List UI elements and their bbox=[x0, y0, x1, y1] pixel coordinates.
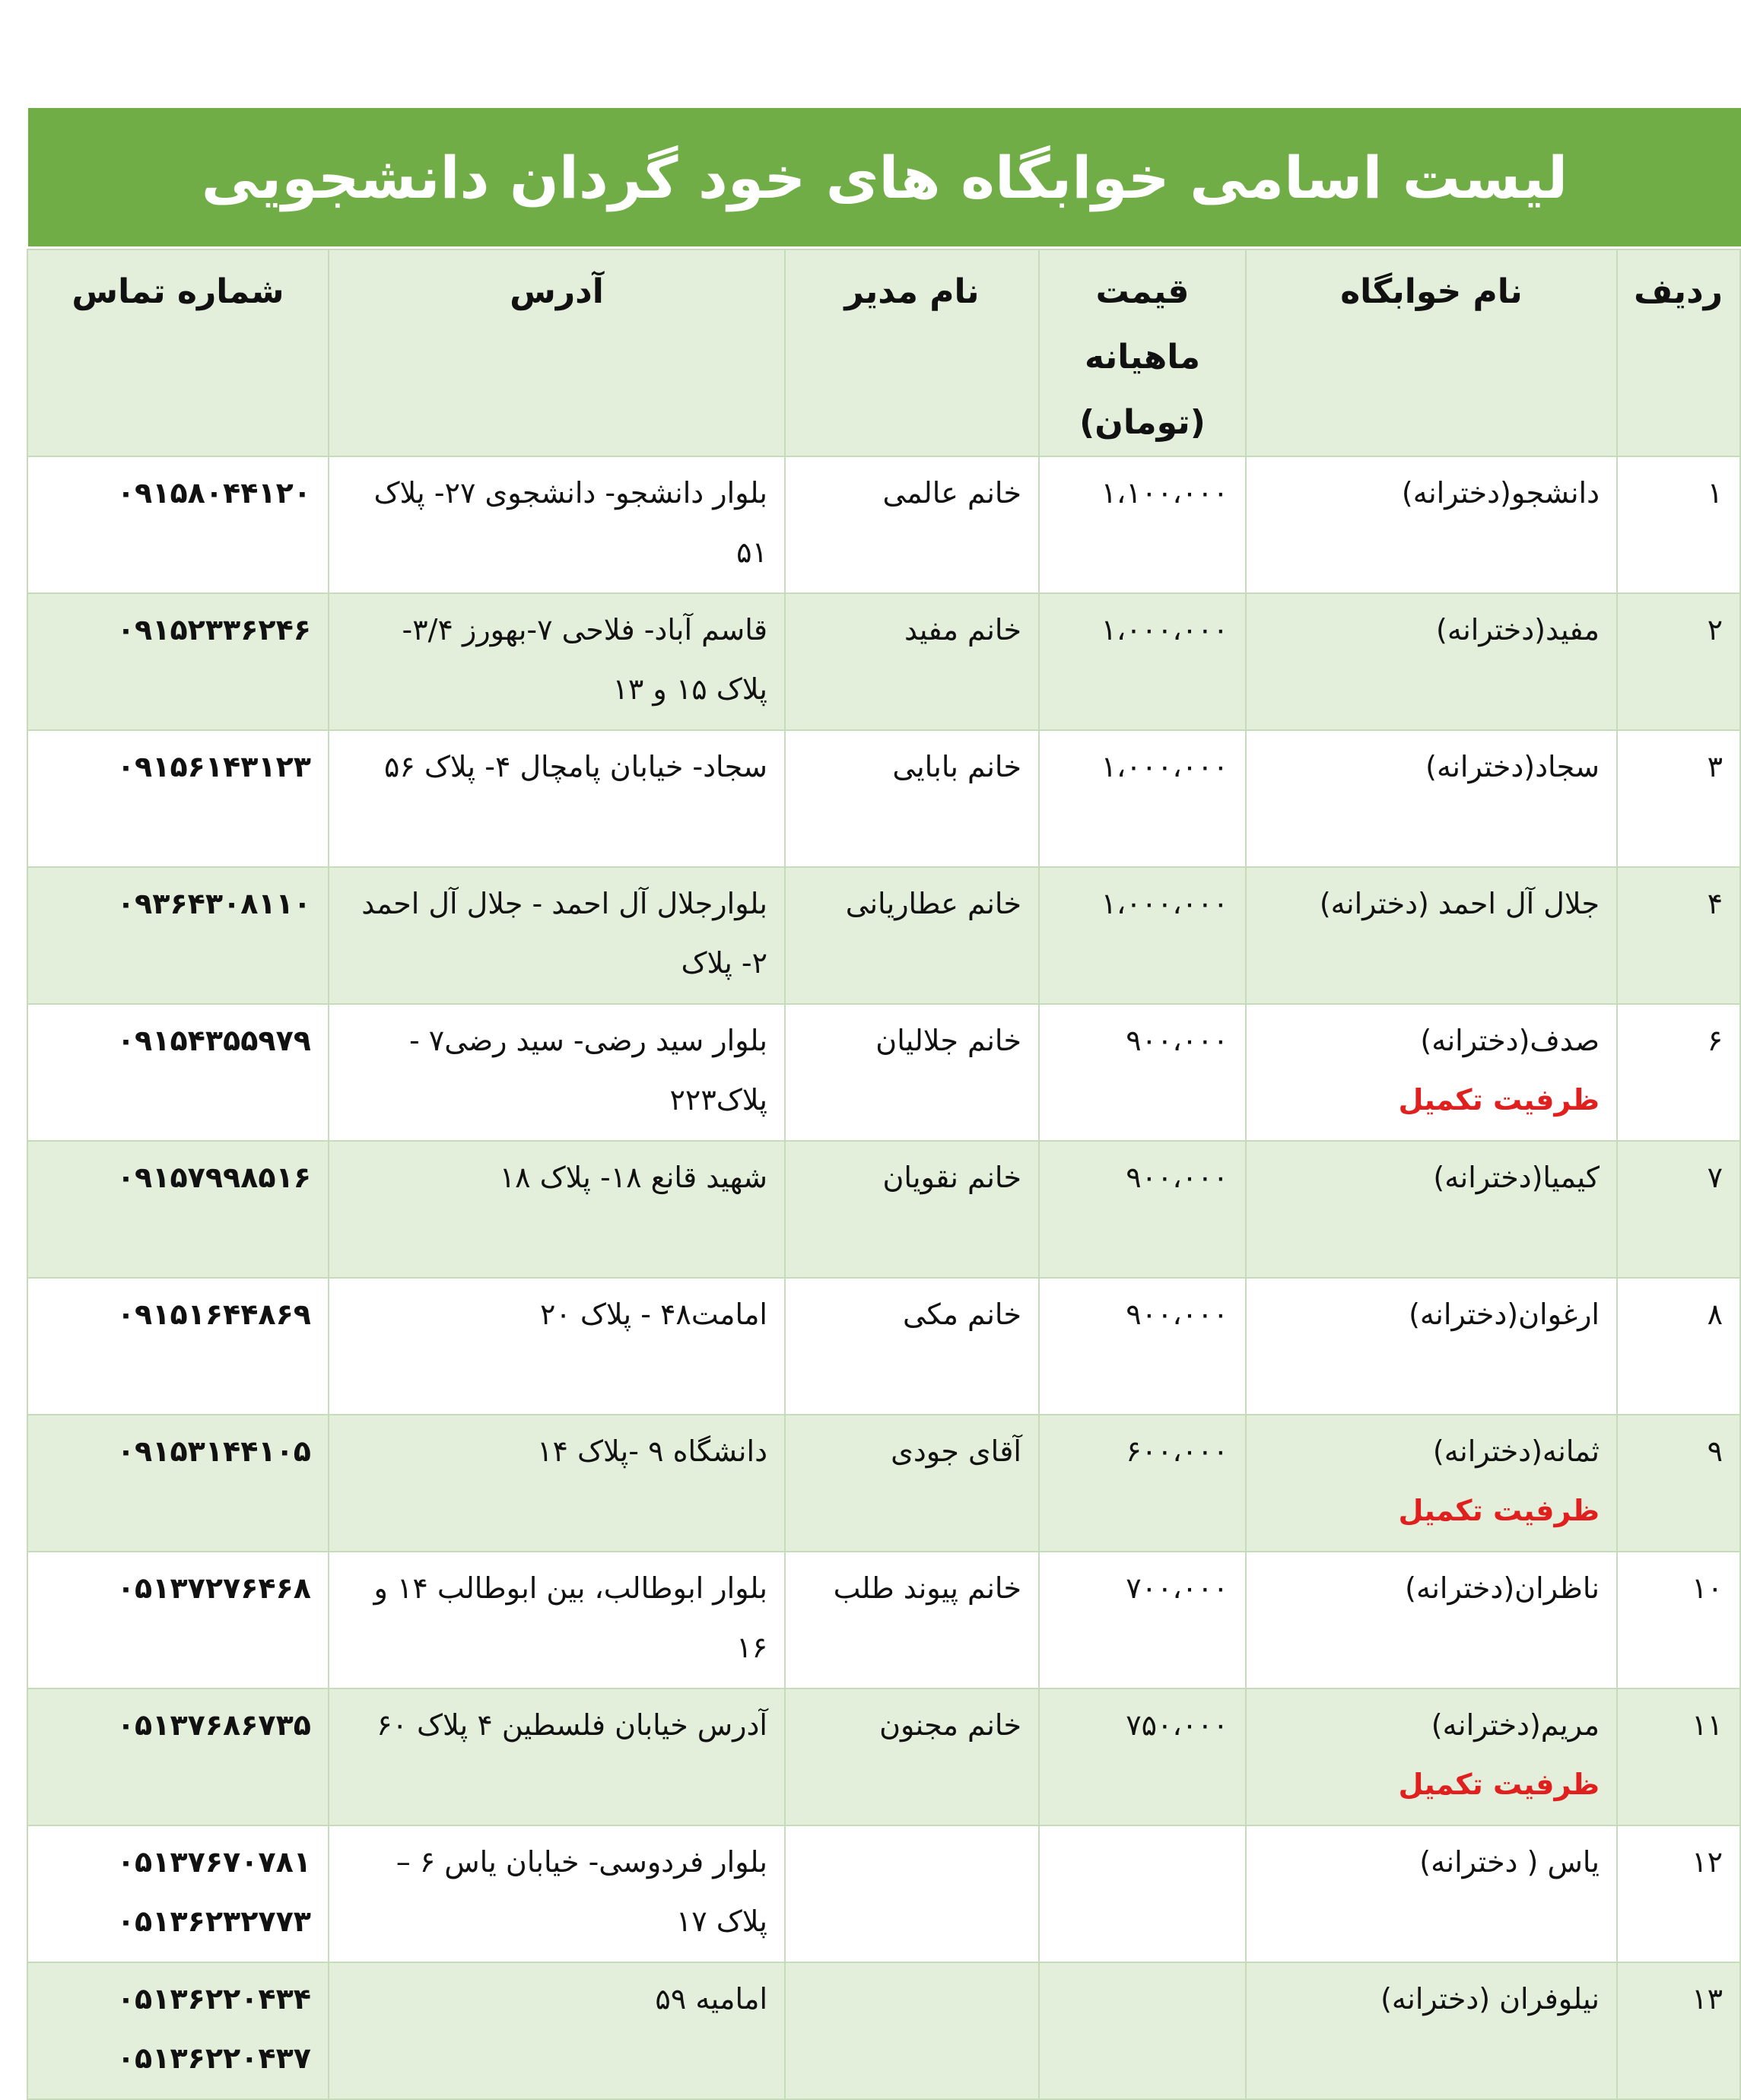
cell-phone: ۰۹۱۵۲۳۳۶۲۴۶ bbox=[27, 593, 329, 730]
cell-price: ۱،۰۰۰،۰۰۰ bbox=[1039, 593, 1246, 730]
dorm-name: جلال آل احمد (دخترانه) bbox=[1319, 887, 1600, 920]
cell-manager: خانم عطاریانی bbox=[785, 867, 1039, 1004]
cell-index: ۷ bbox=[1617, 1141, 1740, 1278]
dormitory-table bbox=[27, 249, 1741, 2100]
table-row bbox=[27, 1141, 1740, 1278]
table-row bbox=[27, 1552, 1740, 1689]
cell-address: دانشگاه ۹ -پلاک ۱۴ bbox=[329, 1415, 785, 1552]
cell-price: ۶۰۰،۰۰۰ bbox=[1039, 1415, 1246, 1552]
capacity-full-note: ظرفیت تکمیل bbox=[1398, 1083, 1600, 1117]
cell-index: ۸ bbox=[1617, 1278, 1740, 1415]
table-row bbox=[27, 593, 1740, 730]
capacity-full-note: ظرفیت تکمیل bbox=[1398, 1768, 1600, 1801]
cell-manager: خانم پیوند طلب bbox=[785, 1552, 1039, 1689]
cell-name bbox=[1246, 1004, 1617, 1141]
cell-phone: ۰۹۱۵۷۹۹۸۵۱۶ bbox=[27, 1141, 329, 1278]
cell-manager: خانم مفید bbox=[785, 593, 1039, 730]
dormitory-list-sheet bbox=[28, 108, 1741, 2100]
cell-name bbox=[1246, 1415, 1617, 1552]
table-row bbox=[27, 1689, 1740, 1825]
cell-manager bbox=[785, 1825, 1039, 1962]
cell-address: شهید قانع ۱۸- پلاک ۱۸ bbox=[329, 1141, 785, 1278]
table-row bbox=[27, 1278, 1740, 1415]
cell-index: ۱۲ bbox=[1617, 1825, 1740, 1962]
title-bar bbox=[28, 108, 1741, 249]
cell-manager: خانم نقویان bbox=[785, 1141, 1039, 1278]
cell-index: ۶ bbox=[1617, 1004, 1740, 1141]
dorm-name: ناظران(دخترانه) bbox=[1405, 1571, 1600, 1605]
cell-address: امامیه ۵۹ bbox=[329, 1962, 785, 2099]
phone-line-1: ۰۵۱۳۶۲۲۰۴۳۴ bbox=[116, 1982, 311, 2016]
dorm-name: ثمانه(دخترانه) bbox=[1432, 1434, 1600, 1468]
cell-name bbox=[1246, 1689, 1617, 1825]
cell-phone: ۰۹۱۵۶۱۴۳۱۲۳ bbox=[27, 730, 329, 867]
cell-address: بلوار دانشجو- دانشجوی ۲۷- پلاک ۵۱ bbox=[329, 456, 785, 593]
cell-name bbox=[1246, 1825, 1617, 1962]
dorm-name: نیلوفران (دخترانه) bbox=[1380, 1982, 1600, 2016]
cell-name bbox=[1246, 730, 1617, 867]
cell-manager: آقای جودی bbox=[785, 1415, 1039, 1552]
cell-price: ۱،۰۰۰،۰۰۰ bbox=[1039, 867, 1246, 1004]
cell-price: ۹۰۰،۰۰۰ bbox=[1039, 1141, 1246, 1278]
dorm-name: مریم(دخترانه) bbox=[1431, 1708, 1600, 1742]
cell-phone: ۰۵۱۳۷۶۸۶۷۳۵ bbox=[27, 1689, 329, 1825]
cell-price: ۹۰۰،۰۰۰ bbox=[1039, 1004, 1246, 1141]
cell-phone: ۰۵۱۳۷۲۷۶۴۶۸ bbox=[27, 1552, 329, 1689]
dorm-name: یاس ( دخترانه) bbox=[1419, 1845, 1600, 1879]
cell-price bbox=[1039, 1825, 1246, 1962]
cell-manager: خانم مجنون bbox=[785, 1689, 1039, 1825]
cell-name bbox=[1246, 1552, 1617, 1689]
cell-address: بلوار سید رضی- سید رضی۷ - پلاک۲۲۳ bbox=[329, 1004, 785, 1141]
cell-address: امامت۴۸ - پلاک ۲۰ bbox=[329, 1278, 785, 1415]
cell-manager: خانم مکی bbox=[785, 1278, 1039, 1415]
cell-manager bbox=[785, 1962, 1039, 2099]
header-index: ردیف bbox=[1617, 249, 1740, 456]
cell-phone: ۰۹۱۵۱۶۴۴۸۶۹ bbox=[27, 1278, 329, 1415]
table-header-row bbox=[27, 249, 1740, 456]
cell-manager: خانم عالمی bbox=[785, 456, 1039, 593]
cell-address: بلوار فردوسی- خیابان یاس ۶ – پلاک ۱۷ bbox=[329, 1825, 785, 1962]
cell-index: ۳ bbox=[1617, 730, 1740, 867]
table-row bbox=[27, 456, 1740, 593]
dorm-name: مفید(دخترانه) bbox=[1436, 613, 1600, 647]
cell-price: ۷۰۰،۰۰۰ bbox=[1039, 1552, 1246, 1689]
dorm-name: سجاد(دخترانه) bbox=[1425, 750, 1600, 783]
dorm-name: ارغوان(دخترانه) bbox=[1409, 1298, 1600, 1331]
header-phone: شماره تماس bbox=[27, 249, 329, 456]
table-row bbox=[27, 1415, 1740, 1552]
cell-address: بلوار ابوطالب، بین ابوطالب ۱۴ و ۱۶ bbox=[329, 1552, 785, 1689]
table-row bbox=[27, 1004, 1740, 1141]
table-row bbox=[27, 1825, 1740, 1962]
cell-price: ۱،۰۰۰،۰۰۰ bbox=[1039, 730, 1246, 867]
cell-index: ۱۱ bbox=[1617, 1689, 1740, 1825]
cell-address: بلوارجلال آل احمد - جلال آل احمد ۲- پلاک bbox=[329, 867, 785, 1004]
cell-address: سجاد- خیابان پامچال ۴- پلاک ۵۶ bbox=[329, 730, 785, 867]
cell-address: آدرس خیابان فلسطین ۴ پلاک ۶۰ bbox=[329, 1689, 785, 1825]
phone-line-2: ۰۵۱۳۶۲۲۰۴۳۷ bbox=[116, 2041, 311, 2075]
cell-manager: خانم بابایی bbox=[785, 730, 1039, 867]
header-address: آدرس bbox=[329, 249, 785, 456]
header-price-line1: قیمت ماهیانه bbox=[1085, 272, 1200, 376]
cell-phone: ۰۹۱۵۴۳۵۵۹۷۹ bbox=[27, 1004, 329, 1141]
header-manager: نام مدیر bbox=[785, 249, 1039, 456]
cell-manager: خانم جلالیان bbox=[785, 1004, 1039, 1141]
dorm-name: کیمیا(دخترانه) bbox=[1433, 1161, 1600, 1194]
cell-price: ۷۵۰،۰۰۰ bbox=[1039, 1689, 1246, 1825]
cell-name bbox=[1246, 593, 1617, 730]
cell-price bbox=[1039, 1962, 1246, 2099]
cell-name bbox=[1246, 1278, 1617, 1415]
cell-name bbox=[1246, 456, 1617, 593]
cell-address: قاسم آباد- فلاحی ۷-بهورز ۳/۴- پلاک ۱۵ و ۱۳ bbox=[329, 593, 785, 730]
cell-index: ۱۳ bbox=[1617, 1962, 1740, 2099]
cell-phone bbox=[27, 1962, 329, 2099]
cell-name bbox=[1246, 867, 1617, 1004]
cell-index: ۴ bbox=[1617, 867, 1740, 1004]
cell-index: ۹ bbox=[1617, 1415, 1740, 1552]
cell-name bbox=[1246, 1962, 1617, 2099]
dorm-name: دانشجو(دخترانه) bbox=[1401, 476, 1600, 510]
header-name: نام خوابگاه bbox=[1246, 249, 1617, 456]
header-price bbox=[1039, 249, 1246, 456]
page-title: لیست اسامی خوابگاه های خود گردان دانشجویی bbox=[201, 143, 1568, 211]
cell-price: ۱،۱۰۰،۰۰۰ bbox=[1039, 456, 1246, 593]
cell-phone: ۰۹۱۵۳۱۴۴۱۰۵ bbox=[27, 1415, 329, 1552]
cell-phone: ۰۹۱۵۸۰۴۴۱۲۰ bbox=[27, 456, 329, 593]
cell-index: ۱۰ bbox=[1617, 1552, 1740, 1689]
capacity-full-note: ظرفیت تکمیل bbox=[1398, 1494, 1600, 1527]
cell-price: ۹۰۰،۰۰۰ bbox=[1039, 1278, 1246, 1415]
cell-index: ۱ bbox=[1617, 456, 1740, 593]
table-row bbox=[27, 867, 1740, 1004]
dorm-name: صدف(دخترانه) bbox=[1420, 1024, 1600, 1057]
cell-phone: ۰۹۳۶۴۳۰۸۱۱۰ bbox=[27, 867, 329, 1004]
phone-line-1: ۰۵۱۳۷۶۷۰۷۸۱ bbox=[116, 1845, 311, 1879]
cell-name bbox=[1246, 1141, 1617, 1278]
table-row bbox=[27, 730, 1740, 867]
header-price-line2: (تومان) bbox=[1079, 403, 1206, 442]
phone-line-2: ۰۵۱۳۶۲۳۲۷۷۳ bbox=[116, 1905, 311, 1938]
table-row bbox=[27, 1962, 1740, 2099]
cell-index: ۲ bbox=[1617, 593, 1740, 730]
cell-phone bbox=[27, 1825, 329, 1962]
